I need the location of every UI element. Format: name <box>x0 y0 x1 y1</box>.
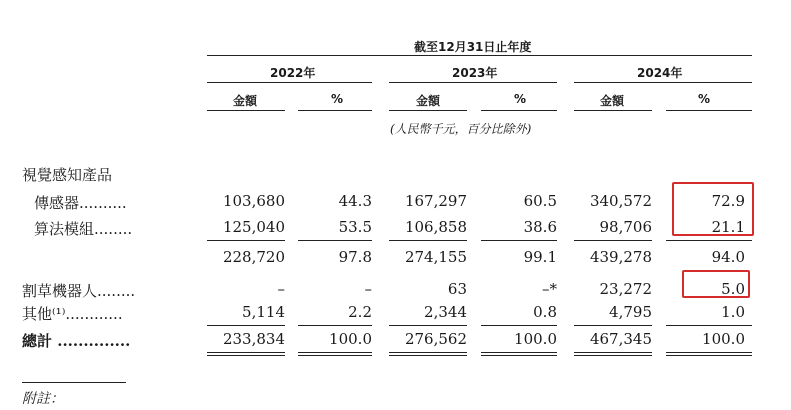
amount-header-2024: 金額 <box>600 94 625 108</box>
highlight-box-mower-2024-pct <box>682 270 750 298</box>
total-rule-2024-pct <box>666 325 752 326</box>
cell-algo-2022-amount: 125,040 <box>222 218 285 236</box>
col-rule-amount-2024 <box>574 110 652 111</box>
cell-subtotal-2024-pct: 94.0 <box>711 248 745 266</box>
cell-sensors-2024-pct: 72.9 <box>711 192 745 210</box>
col-rule-pct-2024 <box>666 110 752 111</box>
cell-algo-2022-pct: 53.5 <box>338 218 372 236</box>
cell-mower-2022-pct: – <box>364 280 372 298</box>
total-rule-2023-amount <box>389 325 467 326</box>
total-rule-2023-pct <box>481 325 557 326</box>
cell-subtotal-2022-pct: 97.8 <box>338 248 372 266</box>
cell-subtotal-2023-amount: 274,155 <box>404 248 467 266</box>
footnote-label: 附註： <box>22 391 64 407</box>
cell-others-2024-pct: 1.0 <box>721 303 745 321</box>
cell-subtotal-2023-pct: 99.1 <box>523 248 557 266</box>
total-double-rule-2023-pct <box>481 352 557 356</box>
subtotal-rule-2024-amount <box>574 240 652 241</box>
year-header-2024: 2024年 <box>637 66 683 80</box>
cell-mower-2023-amount: 63 <box>447 280 467 298</box>
cell-subtotal-2022-amount: 228,720 <box>222 248 285 266</box>
year-rule-2023 <box>389 82 557 83</box>
period-rule <box>207 55 752 56</box>
unit-note: (人民幣千元，百分比除外) <box>390 122 532 136</box>
amount-header-2022: 金額 <box>233 94 258 108</box>
cell-sensors-2022-pct: 44.3 <box>338 192 372 210</box>
cell-sensors-2024-amount: 340,572 <box>589 192 652 210</box>
cell-total-2024-amount: 467,345 <box>589 330 652 348</box>
row-label-algorithm-modules: 算法模組........ <box>34 220 133 238</box>
total-rule-2022-amount <box>207 325 285 326</box>
total-double-rule-2022-amount <box>207 352 285 356</box>
row-label-mower: 割草機器人........ <box>22 282 136 300</box>
amount-header-2023: 金額 <box>416 94 441 108</box>
col-rule-pct-2023 <box>481 110 557 111</box>
footnote-rule <box>22 382 126 383</box>
percent-header-2022: % <box>331 92 344 106</box>
col-rule-amount-2022 <box>207 110 285 111</box>
col-rule-pct-2022 <box>298 110 372 111</box>
subtotal-rule-2023-pct <box>481 240 557 241</box>
percent-header-2024: % <box>698 92 711 106</box>
period-header: 截至12月31日止年度 <box>414 40 532 54</box>
row-label-vision-products: 視覺感知產品 <box>22 166 113 184</box>
subtotal-rule-2022-pct <box>298 240 372 241</box>
cell-mower-2023-pct: –* <box>542 280 557 298</box>
subtotal-rule-2024-pct <box>666 240 752 241</box>
cell-sensors-2022-amount: 103,680 <box>222 192 285 210</box>
cell-total-2023-pct: 100.0 <box>514 330 557 348</box>
cell-others-2022-amount: 5,114 <box>242 303 285 321</box>
year-header-2023: 2023年 <box>452 66 498 80</box>
cell-algo-2023-amount: 106,858 <box>404 218 467 236</box>
cell-mower-2022-amount: – <box>277 280 285 298</box>
row-label-sensors: 傳感器.......... <box>34 194 127 212</box>
cell-others-2023-pct: 0.8 <box>533 303 557 321</box>
subtotal-rule-2022-amount <box>207 240 285 241</box>
total-double-rule-2022-pct <box>298 352 372 356</box>
cell-mower-2024-pct: 5.0 <box>721 280 745 298</box>
total-rule-2022-pct <box>298 325 372 326</box>
cell-total-2022-amount: 233,834 <box>222 330 285 348</box>
col-rule-amount-2023 <box>389 110 467 111</box>
cell-others-2022-pct: 2.2 <box>348 303 372 321</box>
highlight-box-sensor-algo-2024-pct <box>672 182 754 236</box>
row-label-others: 其他⁽¹⁾............ <box>22 305 123 323</box>
cell-subtotal-2024-amount: 439,278 <box>589 248 652 266</box>
total-double-rule-2024-pct <box>666 352 752 356</box>
year-rule-2022 <box>207 82 372 83</box>
year-rule-2024 <box>574 82 752 83</box>
cell-algo-2024-pct: 21.1 <box>711 218 745 236</box>
percent-header-2023: % <box>514 92 527 106</box>
cell-others-2024-amount: 4,795 <box>609 303 652 321</box>
total-double-rule-2024-amount <box>574 352 652 356</box>
subtotal-rule-2023-amount <box>389 240 467 241</box>
cell-total-2023-amount: 276,562 <box>404 330 467 348</box>
cell-sensors-2023-amount: 167,297 <box>404 192 467 210</box>
total-double-rule-2023-amount <box>389 352 467 356</box>
row-label-total: 總計 .............. <box>22 332 131 350</box>
year-header-2022: 2022年 <box>270 66 316 80</box>
cell-mower-2024-amount: 23,272 <box>599 280 652 298</box>
total-rule-2024-amount <box>574 325 652 326</box>
cell-algo-2024-amount: 98,706 <box>599 218 652 236</box>
cell-algo-2023-pct: 38.6 <box>523 218 557 236</box>
cell-others-2023-amount: 2,344 <box>424 303 467 321</box>
cell-sensors-2023-pct: 60.5 <box>523 192 557 210</box>
cell-total-2022-pct: 100.0 <box>329 330 372 348</box>
cell-total-2024-pct: 100.0 <box>702 330 745 348</box>
